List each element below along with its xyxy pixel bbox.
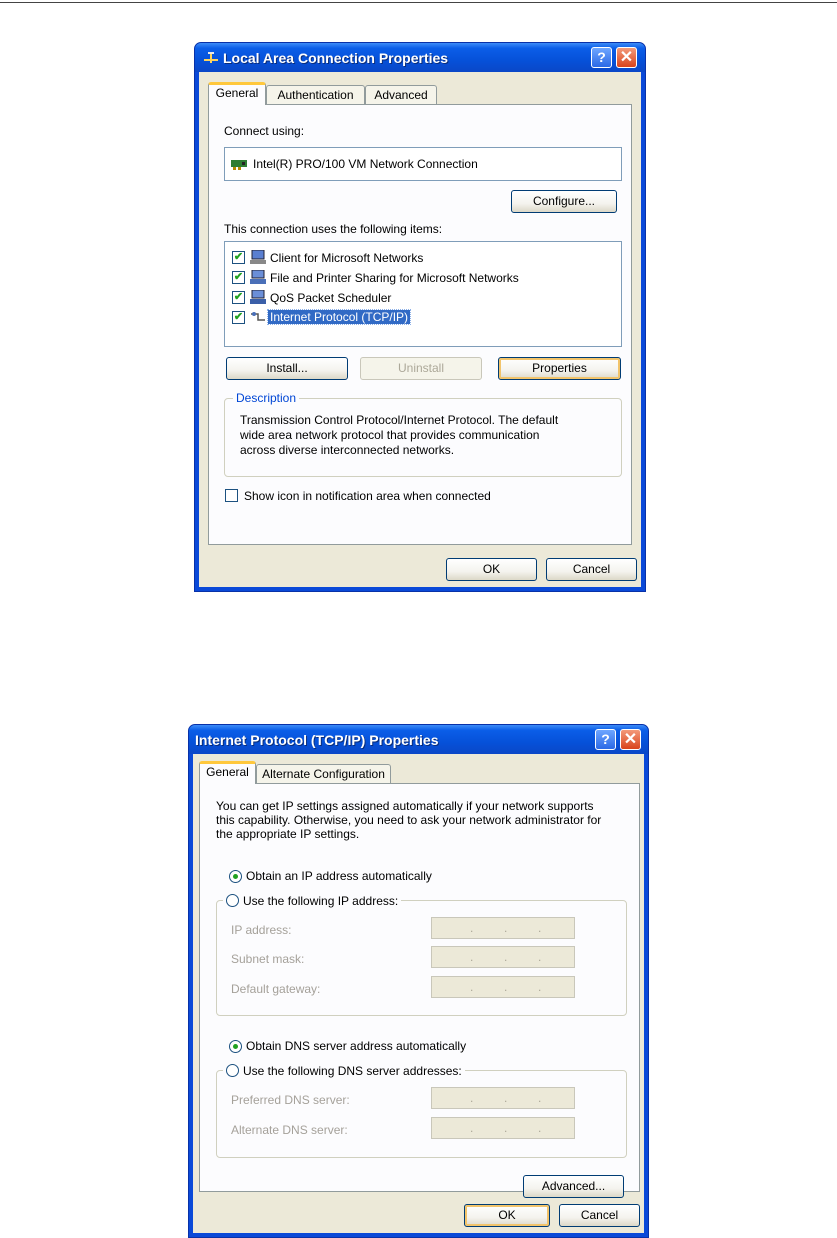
description-group [224,391,622,477]
advanced-button[interactable]: Advanced... [523,1175,624,1198]
tab-alternate-configuration[interactable]: Alternate Configuration [256,764,391,784]
intro-line: the appropriate IP settings. [216,827,360,841]
static-ip-group [216,894,627,1016]
obtain-dns-radio[interactable] [229,1040,242,1053]
tab-general[interactable]: General [208,82,266,105]
title-bar[interactable] [189,725,648,754]
item-label: File and Printer Sharing for Microsoft Networks [270,271,519,285]
dialog-title: Internet Protocol (TCP/IP) Properties [195,732,439,748]
ip-address-label: IP address: [231,923,292,937]
use-dns-label: Use the following DNS server addresses: [243,1064,462,1078]
cancel-button[interactable]: Cancel [559,1204,640,1227]
description-legend: Description [233,391,299,405]
item-label-selected: Internet Protocol (TCP/IP) [270,310,409,324]
close-icon: ✕ [623,731,638,748]
tab-authentication[interactable]: Authentication [266,85,365,105]
subnet-mask-field[interactable]: . . . [431,946,575,968]
item-label: Client for Microsoft Networks [270,251,424,265]
item-checkbox[interactable]: ✔ [233,311,244,323]
intro-line: this capability. Otherwise, you need to ask your network administrator for [216,813,602,827]
items-label: This connection uses the following items: [224,222,443,236]
ok-button[interactable]: OK [464,1204,550,1227]
protocol-icon [250,310,266,324]
title-bar[interactable] [195,43,645,72]
item-checkbox[interactable]: ✔ [233,271,244,283]
dialog-client-area [199,72,641,587]
network-client-icon [250,250,266,264]
network-adapter-icon [231,157,247,171]
help-button[interactable] [591,47,612,68]
properties-button[interactable]: Properties [498,357,621,380]
page-top-rule [0,2,837,3]
use-dns-radio[interactable] [226,1064,239,1077]
list-item[interactable] [232,269,612,287]
list-item[interactable] [232,309,612,327]
help-icon: ? [601,731,610,747]
adapter-name: Intel(R) PRO/100 VM Network Connection [253,157,478,171]
general-tab-panel [208,104,632,545]
description-line: Transmission Control Protocol/Internet Protocol. The default [240,413,559,427]
help-icon: ? [597,49,606,65]
cancel-button[interactable]: Cancel [546,558,637,581]
use-ip-label: Use the following IP address: [243,894,399,908]
configure-button[interactable]: Configure... [511,190,617,213]
connect-using-label: Connect using: [224,124,305,138]
alternate-dns-field[interactable]: . . . [431,1117,575,1139]
show-icon-checkbox[interactable] [225,489,238,502]
ok-button[interactable]: OK [446,558,537,581]
list-item[interactable] [232,289,612,307]
local-area-connection-properties-dialog [194,42,646,592]
use-ip-legend [223,892,401,908]
intro-line: You can get IP settings assigned automatically if your network supports [216,799,594,813]
tab-general[interactable]: General [199,761,256,784]
use-ip-radio[interactable] [226,894,239,907]
default-gateway-label: Default gateway: [231,982,321,996]
dialog-title: Local Area Connection Properties [223,50,449,66]
tcpip-properties-dialog [188,724,649,1238]
item-label: QoS Packet Scheduler [270,291,392,305]
item-checkbox[interactable]: ✔ [233,251,244,263]
obtain-ip-label: Obtain an IP address automatically [246,869,432,883]
preferred-dns-label: Preferred DNS server: [231,1093,350,1107]
network-connection-icon [203,51,219,65]
preferred-dns-field[interactable]: . . . [431,1087,575,1109]
uninstall-button[interactable]: Uninstall [360,357,482,380]
install-button[interactable]: Install... [226,357,348,380]
qos-scheduler-icon [250,290,266,304]
tab-advanced[interactable]: Advanced [365,85,437,105]
item-checkbox[interactable]: ✔ [233,291,244,303]
static-dns-group [216,1064,627,1158]
file-printer-sharing-icon [250,270,266,284]
obtain-dns-label: Obtain DNS server address automatically [246,1039,467,1053]
obtain-ip-radio[interactable] [229,870,242,883]
general-tab-panel [199,783,640,1192]
help-button[interactable] [595,729,616,750]
close-button[interactable] [616,47,637,68]
ip-address-field[interactable]: . . . [431,917,575,939]
close-button[interactable] [620,729,641,750]
show-icon-label: Show icon in notification area when connected [244,489,491,503]
alternate-dns-label: Alternate DNS server: [231,1123,348,1137]
components-list[interactable] [224,241,622,347]
close-icon: ✕ [619,49,634,66]
use-dns-legend [223,1062,465,1078]
list-item[interactable] [232,249,612,267]
adapter-box [224,147,622,181]
description-line: across diverse interconnected networks. [240,443,455,457]
subnet-mask-label: Subnet mask: [231,952,305,966]
dialog-client-area [193,754,644,1233]
description-line: wide area network protocol that provides communication [240,428,540,442]
default-gateway-field[interactable]: . . . [431,976,575,998]
